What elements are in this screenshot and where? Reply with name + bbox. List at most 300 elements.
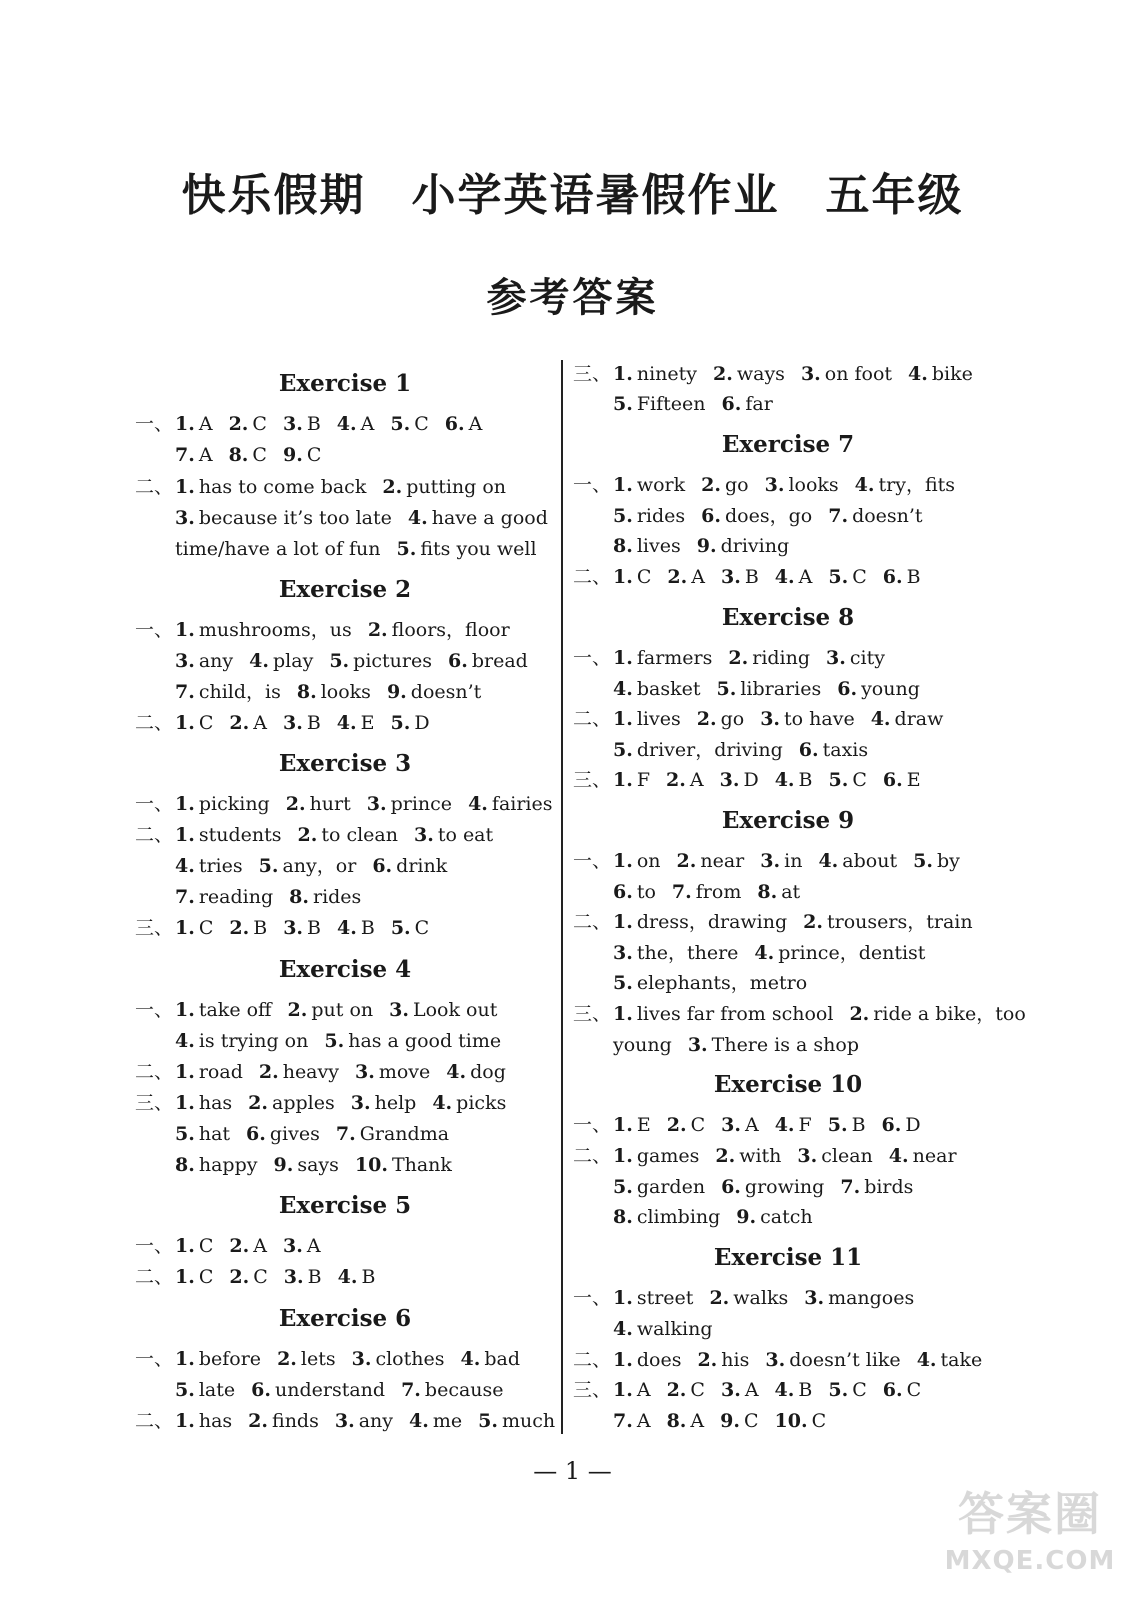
answer-text: about	[842, 850, 898, 872]
answer-text: to	[636, 881, 656, 903]
answer-text: city	[849, 647, 885, 669]
answer-text: driving	[720, 535, 790, 557]
answer-item	[917, 1349, 983, 1371]
answer-item	[667, 566, 705, 588]
answer-number: 5.	[716, 678, 737, 700]
answer-item	[613, 678, 700, 700]
answer-text: prince	[390, 793, 453, 815]
answer-text: A	[798, 566, 813, 588]
answer-text: time/have a lot of fun	[175, 538, 381, 560]
answer-number: 2.	[667, 566, 688, 588]
answer-text: road	[198, 1061, 243, 1083]
section-marker: 一、	[135, 413, 174, 435]
section-marker: 二、	[135, 476, 174, 498]
answer-text: C	[906, 1379, 922, 1401]
answer-number: 3.	[764, 474, 785, 496]
answer-item	[715, 1145, 781, 1167]
answer-text: tries	[198, 855, 243, 877]
answer-number: 3.	[613, 942, 633, 964]
section-marker: 一、	[135, 999, 174, 1021]
answer-number: 4.	[337, 1266, 358, 1288]
answer-text: C	[852, 566, 867, 588]
answer-text: B	[744, 566, 759, 588]
answer-item	[335, 1410, 393, 1432]
answer-item	[667, 1379, 705, 1401]
answer-text: to clean	[321, 824, 398, 846]
answer-item	[391, 712, 430, 734]
answer-item	[672, 881, 741, 903]
answer-number: 1.	[175, 1235, 195, 1257]
answer-number: 5.	[478, 1410, 498, 1432]
answer-item	[175, 1410, 232, 1432]
answer-number: 1.	[175, 476, 195, 498]
answer-text: B	[851, 1114, 866, 1136]
column-divider	[561, 360, 563, 1434]
answer-item	[721, 1114, 759, 1136]
answer-item	[283, 1235, 321, 1257]
answer-text: lives	[636, 708, 681, 730]
answer-text: C	[198, 1266, 214, 1288]
answer-text: rides	[636, 505, 686, 527]
answer-item	[908, 363, 973, 385]
answer-item	[613, 535, 681, 557]
answer-number: 1.	[613, 1287, 633, 1309]
answer-item	[849, 1003, 1025, 1025]
answer-item	[804, 1287, 914, 1309]
answer-text: D	[414, 712, 430, 734]
answer-item	[613, 647, 712, 669]
answer-number: 4.	[613, 678, 633, 700]
answer-text: dog	[470, 1061, 506, 1083]
answer-text: B	[253, 917, 268, 939]
answer-item	[799, 739, 868, 761]
answer-text: taxis	[822, 739, 869, 761]
answer-line	[573, 1345, 998, 1375]
section-marker: 三、	[573, 1003, 612, 1025]
answer-item	[246, 1123, 320, 1145]
section-marker: 二、	[573, 1349, 612, 1371]
watermark-url: MXQE.COM	[944, 1546, 1116, 1576]
answer-line	[175, 646, 544, 676]
answer-text: C	[811, 1410, 827, 1432]
answer-item	[259, 855, 357, 877]
answer-number: 1.	[613, 769, 633, 791]
answer-text: catch	[760, 1206, 813, 1228]
answer-number: 1.	[175, 413, 195, 435]
answer-text: in	[784, 850, 803, 872]
answer-number: 9.	[736, 1206, 757, 1228]
answer-text: is trying on	[198, 1030, 309, 1052]
answer-item	[175, 793, 270, 815]
answer-text: looks	[788, 474, 839, 496]
exercise-heading: Exercise 1	[278, 370, 412, 397]
answer-line	[135, 1344, 536, 1374]
answer-number: 1.	[613, 474, 633, 496]
answer-number: 3.	[334, 1410, 355, 1432]
answer-item	[728, 647, 810, 669]
answer-text: before	[198, 1348, 262, 1370]
answer-text: B	[306, 712, 321, 734]
answer-item	[613, 1176, 705, 1198]
answer-number: 4.	[870, 708, 891, 730]
answer-text: doesn’t like	[789, 1349, 901, 1371]
answer-text: ways	[736, 363, 785, 385]
answer-number: 5.	[913, 850, 933, 872]
answer-line	[573, 470, 971, 500]
answer-item	[613, 505, 685, 527]
answer-item	[721, 1379, 759, 1401]
answer-item	[273, 1154, 338, 1176]
answer-number: 2.	[228, 413, 249, 435]
answer-number: 6.	[882, 769, 903, 791]
exercise-heading: Exercise 9	[721, 807, 855, 834]
answer-line	[175, 440, 337, 470]
answer-line	[135, 615, 526, 645]
answer-text: B	[360, 917, 375, 939]
answer-item	[445, 413, 483, 435]
answer-text: much	[501, 1410, 556, 1432]
answer-text: near	[912, 1145, 957, 1167]
answer-text: lets	[300, 1348, 336, 1370]
answer-item	[818, 850, 897, 872]
answer-number: 5.	[613, 1176, 633, 1198]
answer-line	[135, 820, 509, 850]
answer-number: 4.	[908, 363, 928, 385]
answer-number: 10.	[354, 1154, 388, 1176]
answer-text: doesn’t	[852, 505, 923, 527]
answer-item	[828, 505, 922, 527]
answer-item	[667, 1410, 705, 1432]
answer-number: 3.	[351, 1348, 372, 1370]
answer-line	[613, 389, 789, 419]
answer-number: 1.	[613, 708, 633, 730]
answer-item	[721, 1176, 824, 1198]
answer-number: 2.	[709, 1287, 730, 1309]
answer-line	[613, 1314, 729, 1344]
answer-number: 2.	[229, 712, 250, 734]
answer-number: 3.	[760, 708, 781, 730]
answer-line	[613, 968, 823, 998]
answer-line	[573, 1141, 973, 1171]
answer-number: 4.	[460, 1348, 481, 1370]
answer-number: 3.	[720, 1379, 741, 1401]
answer-text: C	[744, 1410, 759, 1432]
answer-number: 6.	[837, 678, 858, 700]
answer-number: 8.	[666, 1410, 687, 1432]
section-marker: 一、	[135, 1235, 174, 1257]
answer-number: 1.	[175, 1266, 195, 1288]
answer-number: 1.	[175, 1092, 195, 1114]
answer-number: 4.	[774, 566, 795, 588]
answer-text: does，go	[725, 505, 813, 527]
section-marker: 一、	[573, 474, 612, 496]
answer-number: 3.	[721, 1114, 741, 1136]
answer-item	[720, 769, 759, 791]
answer-number: 2.	[713, 363, 733, 385]
answer-item	[382, 476, 506, 498]
answer-item	[709, 1287, 788, 1309]
answer-number: 2.	[697, 1349, 718, 1371]
answer-item	[775, 566, 813, 588]
answer-item	[468, 793, 552, 815]
answer-text: take off	[198, 999, 272, 1021]
answer-line	[573, 643, 901, 673]
answer-number: 8.	[613, 1206, 633, 1228]
answer-number: 1.	[175, 1061, 195, 1083]
answer-text: students	[198, 824, 282, 846]
answer-item	[175, 413, 213, 435]
answer-number: 9.	[282, 444, 303, 466]
answer-item	[765, 474, 839, 496]
answer-item	[840, 1176, 913, 1198]
answer-item	[701, 474, 748, 496]
section-marker: 二、	[135, 1061, 174, 1083]
answer-text: B	[906, 566, 921, 588]
answer-number: 6.	[372, 855, 393, 877]
answer-number: 1.	[613, 566, 633, 588]
answer-number: 5.	[828, 1379, 849, 1401]
answer-number: 5.	[329, 650, 350, 672]
answer-line	[573, 1375, 937, 1405]
answer-item	[259, 1061, 339, 1083]
answer-item	[337, 917, 375, 939]
answer-line	[175, 882, 377, 912]
watermark-logo	[930, 1484, 1130, 1594]
answer-text: mangoes	[828, 1287, 915, 1309]
answer-number: 6.	[881, 1114, 902, 1136]
answer-text: any	[198, 650, 234, 672]
answer-item	[826, 647, 885, 669]
answer-number: 3.	[687, 1034, 708, 1056]
answer-text: fairies	[491, 793, 553, 815]
answer-text: A	[360, 413, 375, 435]
answer-text: C	[690, 1379, 705, 1401]
title-grade: 五年级	[825, 170, 964, 221]
answer-text: ninety	[636, 363, 698, 385]
answer-item	[298, 824, 398, 846]
exercise-heading: Exercise 7	[721, 431, 855, 458]
answer-item	[175, 1154, 257, 1176]
exercise-heading: Exercise 2	[278, 576, 412, 603]
answer-number: 2.	[666, 769, 686, 791]
answer-item	[613, 1287, 693, 1309]
answer-item	[397, 538, 537, 560]
answer-line	[135, 789, 569, 819]
answer-number: 6.	[613, 881, 633, 903]
answer-text: lives far from school	[636, 1003, 834, 1025]
answer-item	[716, 678, 821, 700]
answer-text: fits you well	[420, 538, 537, 560]
answer-item	[175, 1061, 243, 1083]
answer-number: 2.	[666, 1379, 687, 1401]
answer-number: 10.	[774, 1410, 808, 1432]
answer-line	[175, 1026, 517, 1056]
answer-number: 4.	[409, 1410, 429, 1432]
answer-item	[722, 393, 773, 415]
answer-item	[666, 769, 704, 791]
answer-item	[446, 1061, 506, 1083]
answer-text: bad	[484, 1348, 520, 1370]
answer-item	[913, 850, 960, 872]
answer-number: 4.	[774, 1114, 795, 1136]
answer-number: 2.	[666, 1114, 687, 1136]
answer-text: play	[273, 650, 314, 672]
answer-number: 3.	[389, 999, 409, 1021]
answer-text: hurt	[309, 793, 351, 815]
answer-item	[372, 855, 447, 877]
answer-item	[613, 739, 783, 761]
answer-text: far	[745, 393, 773, 415]
answer-item	[175, 999, 272, 1021]
answer-number: 1.	[613, 1349, 633, 1371]
answer-text: riding	[752, 647, 811, 669]
answer-number: 2.	[715, 1145, 736, 1167]
answer-text: C	[306, 444, 322, 466]
answer-item	[775, 1379, 813, 1401]
answer-number: 2.	[229, 1266, 250, 1288]
exercise-heading: Exercise 4	[278, 956, 412, 983]
answer-number: 5.	[828, 566, 849, 588]
exercise-heading: Exercise 11	[713, 1244, 863, 1271]
answer-item	[175, 1092, 232, 1114]
answer-item	[367, 793, 452, 815]
answer-line	[135, 472, 522, 502]
answer-item	[613, 1349, 681, 1371]
answer-number: 6.	[444, 413, 465, 435]
answer-item	[229, 413, 267, 435]
answer-number: 6.	[721, 1176, 741, 1198]
answer-item	[721, 566, 759, 588]
answer-text: on	[636, 850, 661, 872]
answer-item	[883, 1379, 921, 1401]
answer-number: 4.	[888, 1145, 909, 1167]
answer-text: birds	[864, 1176, 914, 1198]
answer-number: 8.	[296, 681, 317, 703]
answer-text: move	[378, 1061, 431, 1083]
answer-number: 1.	[613, 647, 633, 669]
answer-item	[175, 917, 213, 939]
answer-line	[573, 999, 1042, 1029]
answer-text: street	[636, 1287, 694, 1309]
answer-text: Grandma	[359, 1123, 450, 1145]
answer-item	[336, 1123, 449, 1145]
answer-item	[613, 1318, 713, 1340]
answer-text: understand	[274, 1379, 386, 1401]
answer-number: 5.	[613, 739, 633, 761]
answer-number: 8.	[228, 444, 249, 466]
section-marker: 三、	[135, 1092, 174, 1114]
answer-number: 9.	[696, 535, 717, 557]
section-marker: 二、	[573, 708, 612, 730]
answer-text: B	[306, 413, 321, 435]
answer-text: D	[743, 769, 759, 791]
answer-text: take	[940, 1349, 983, 1371]
answer-number: 2.	[297, 824, 318, 846]
answer-text: libraries	[740, 678, 822, 700]
answer-text: young	[613, 1034, 672, 1056]
answer-text: has	[198, 1410, 233, 1432]
answer-number: 7.	[335, 1123, 356, 1145]
answer-text: picking	[198, 793, 270, 815]
answer-text: C	[198, 712, 214, 734]
answer-item	[829, 769, 867, 791]
answer-text: happy	[198, 1154, 258, 1176]
answer-text: walking	[636, 1318, 713, 1340]
answer-number: 9.	[273, 1154, 294, 1176]
answer-number: 4.	[854, 474, 875, 496]
answer-text: walks	[733, 1287, 789, 1309]
answer-text: C	[690, 1114, 706, 1136]
answer-number: 7.	[671, 881, 692, 903]
answer-text: draw	[894, 708, 944, 730]
answer-number: 1.	[175, 793, 195, 815]
answer-text: elephants，metro	[636, 972, 808, 994]
answer-number: 4.	[336, 413, 357, 435]
answer-number: 1.	[175, 917, 195, 939]
answer-item	[289, 886, 361, 908]
answer-text: Thank	[391, 1154, 452, 1176]
answer-text: games	[636, 1145, 700, 1167]
answer-item	[855, 474, 955, 496]
answer-number: 3.	[282, 712, 303, 734]
answer-line	[135, 1262, 391, 1292]
answer-number: 5.	[258, 855, 279, 877]
answer-item	[775, 1410, 827, 1432]
answer-item	[697, 708, 744, 730]
answer-text: prince，dentist	[778, 942, 926, 964]
title-series: 快乐假期	[181, 170, 366, 221]
answer-line	[135, 1406, 571, 1436]
answer-text: floors，floor	[391, 619, 510, 641]
answer-line	[613, 1172, 929, 1202]
answer-number: 5.	[828, 769, 849, 791]
answer-number: 3.	[283, 917, 304, 939]
section-marker: 一、	[573, 850, 612, 872]
section-marker: 一、	[135, 619, 174, 641]
answer-item	[613, 942, 738, 964]
answer-text: D	[905, 1114, 921, 1136]
answer-item	[803, 911, 972, 933]
answer-number: 2.	[676, 850, 697, 872]
answer-number: 2.	[728, 647, 749, 669]
answer-item	[409, 1410, 462, 1432]
answer-item	[613, 1034, 672, 1056]
section-marker: 一、	[573, 1287, 612, 1309]
answer-line	[135, 995, 513, 1025]
answer-item	[355, 1154, 452, 1176]
answer-text: Fifteen	[636, 393, 706, 415]
answer-text: A	[636, 1410, 651, 1432]
answer-item	[329, 650, 432, 672]
answer-number: 6.	[448, 650, 468, 672]
answer-text: heavy	[282, 1061, 339, 1083]
answer-number: 1.	[613, 850, 633, 872]
answer-number: 2.	[248, 1410, 269, 1432]
answer-text: C	[852, 1379, 867, 1401]
answer-text: farmers	[636, 647, 713, 669]
answer-item	[229, 1266, 267, 1288]
answer-text: E	[636, 1114, 651, 1136]
answer-item	[478, 1410, 555, 1432]
answer-number: 5.	[396, 538, 417, 560]
answer-text: near	[700, 850, 745, 872]
answer-item	[757, 881, 800, 903]
answer-number: 1.	[613, 1145, 633, 1167]
answer-text: C	[852, 769, 867, 791]
section-marker: 二、	[135, 1410, 174, 1432]
answer-item	[775, 769, 813, 791]
answer-item	[284, 1266, 322, 1288]
